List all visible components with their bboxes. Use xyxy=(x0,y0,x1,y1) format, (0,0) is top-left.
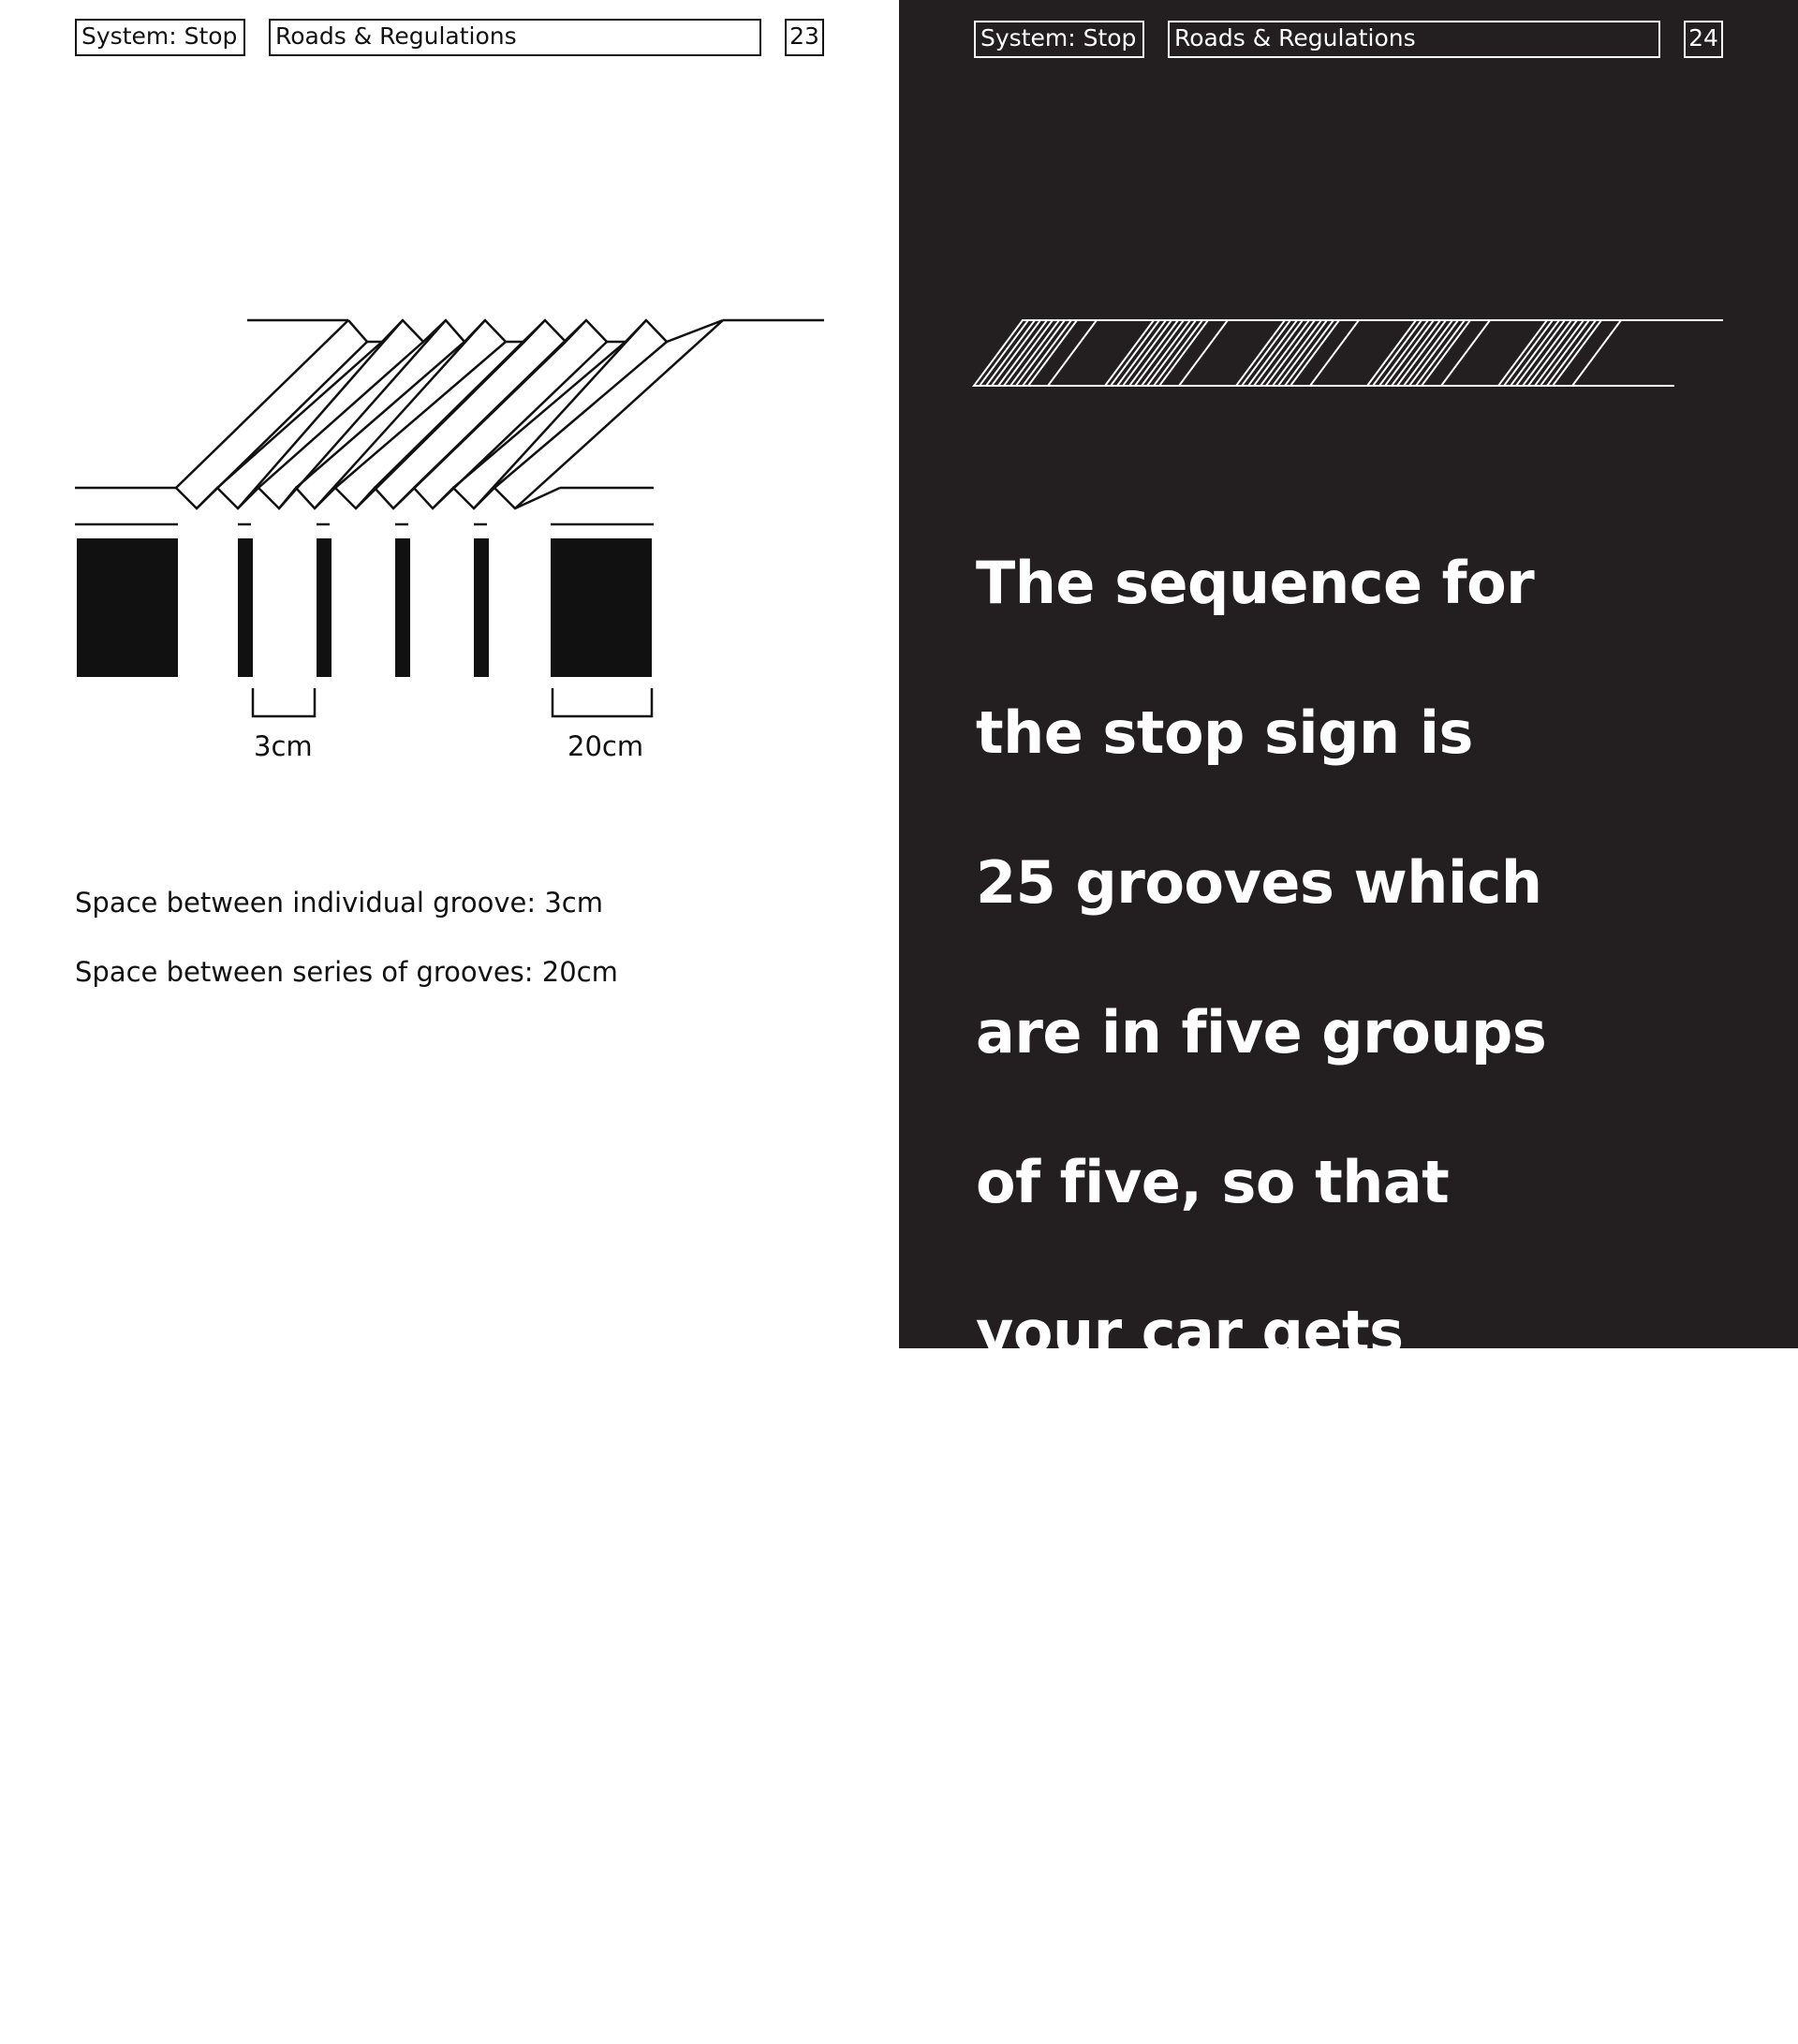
sequence-groove xyxy=(1511,320,1565,386)
statement-line: a stop sign. xyxy=(976,1897,1353,1965)
sequence-groove xyxy=(1379,320,1434,386)
sequence-group-edge xyxy=(1310,320,1359,386)
statement-line: are about to hit xyxy=(976,1747,1483,1816)
groove-gap-label: 3cm xyxy=(254,730,313,762)
series-gap-bracket xyxy=(553,688,652,716)
groove-bar xyxy=(317,538,332,677)
sequence-groove xyxy=(1547,320,1601,386)
groove-bar xyxy=(474,538,489,677)
groove-cross-section-diagram xyxy=(0,0,899,1348)
sequence-groove xyxy=(974,320,1028,386)
header-system-label: System: Stop xyxy=(974,21,1144,58)
series-block-right xyxy=(551,538,652,677)
sequence-groove xyxy=(1535,320,1589,386)
groove-walls xyxy=(176,320,723,508)
header-section-label: Roads & Regulations xyxy=(269,19,761,56)
sequence-groove xyxy=(1142,320,1196,386)
page-number: 23 xyxy=(785,19,824,56)
groove-bar xyxy=(238,538,253,677)
sequence-groove xyxy=(1404,320,1458,386)
sequence-groove xyxy=(1023,320,1077,386)
statement-line: 25 grooves which xyxy=(976,848,1542,917)
sequence-groove xyxy=(1416,320,1470,386)
sequence-groove xyxy=(1248,320,1303,386)
sequence-groove xyxy=(1129,320,1184,386)
statement-line: The sequence for xyxy=(976,549,1535,617)
plan-view-bars xyxy=(77,538,652,677)
sequence-groove xyxy=(1260,320,1315,386)
statement-line: five vibrations xyxy=(976,1448,1442,1516)
right-page xyxy=(899,0,1798,1965)
statement-line: of five, so that xyxy=(976,1148,1450,1216)
sequence-groove xyxy=(1154,320,1208,386)
header-system-label: System: Stop xyxy=(75,19,245,56)
sequence-group-edge xyxy=(1441,320,1490,386)
sequence-groove xyxy=(1285,320,1339,386)
sequence-group-edge xyxy=(1179,320,1228,386)
sequence-groove xyxy=(1273,320,1327,386)
sequence-groove xyxy=(1117,320,1172,386)
statement-line: the stop sign is xyxy=(976,698,1473,767)
sequence-groove xyxy=(1392,320,1446,386)
sequence-groove xyxy=(1105,320,1159,386)
statement-line: to indicate you xyxy=(976,1597,1460,1666)
spec-series-spacing: Space between series of grooves: 20cm xyxy=(75,956,618,988)
sequence-groove xyxy=(1236,320,1290,386)
series-block-left xyxy=(77,538,178,677)
left-page xyxy=(0,0,899,1348)
series-gap-label: 20cm xyxy=(567,730,644,762)
spec-groove-spacing: Space between individual groove: 3cm xyxy=(75,887,603,919)
sequence-group-edge xyxy=(1572,320,1621,386)
sequence-groove xyxy=(1523,320,1577,386)
sequence-groove xyxy=(998,320,1053,386)
groove-zigzag-bottom xyxy=(176,488,560,508)
sequence-groove xyxy=(1498,320,1553,386)
sequence-group-edge xyxy=(1048,320,1097,386)
groove-gap-bracket xyxy=(253,688,315,716)
statement-line: your car gets xyxy=(976,1298,1404,1366)
sequence-groove xyxy=(986,320,1040,386)
statement-text xyxy=(976,471,1744,2044)
groove-sequence-lines xyxy=(974,320,1723,386)
page-number: 24 xyxy=(1684,21,1723,58)
sequence-groove xyxy=(1010,320,1065,386)
groove-bar xyxy=(395,538,410,677)
statement-line: are in five groups xyxy=(976,998,1547,1066)
sequence-groove xyxy=(1367,320,1422,386)
header-section-label: Roads & Regulations xyxy=(1168,21,1660,58)
